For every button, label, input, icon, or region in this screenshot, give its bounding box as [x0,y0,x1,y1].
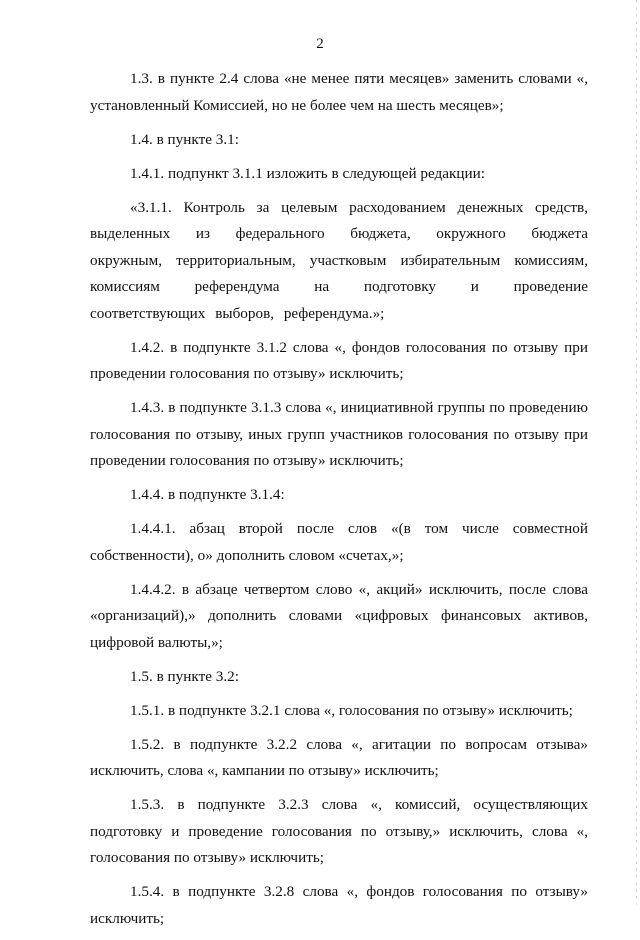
paragraph-1-5-4: 1.5.4. в подпункте 3.2.8 слова «, фондов голосования по отзыву» исключить; [90,883,588,927]
paragraph-1-4-4-1: 1.4.4.1. абзац второй после слов «(в том числе совместной собственности), о» дополнить словом «счетах,»; [90,520,588,564]
paragraph-1-5-3: 1.5.3. в подпункте 3.2.3 слова «, комиссий, осуществляющих подготовку и проведение голосования по отзыву,» исключить, слова «, голосования по отзыву» исключить; [90,796,588,866]
paragraph-1-4: 1.4. в пункте 3.1: [130,130,239,148]
document-body [90,66,588,940]
scan-edge-artifact [636,0,637,905]
page-number: 2 [316,36,324,52]
paragraph-1-4-2: 1.4.2. в подпункте 3.1.2 слова «, фондов голосования по отзыву при проведении голосования по отзыву» исключить; [90,338,588,382]
paragraph-1-3: 1.3. в пункте 2.4 слова «не менее пяти месяцев» заменить словами «, установленный Комиссией, но не более чем на шесть месяцев»; [90,70,588,114]
paragraph-3-1-1-quote: «3.1.1. Контроль за целевым расходованием денежных средств, выделенных из федерального бюджета, окружного бюджета окружным, территориальным, участковым избирательным комиссиям, комиссиям референдума на подготовку и проведение соответствующих выборов, референдума.»; [90,198,588,322]
paragraph-1-4-1: 1.4.1. подпункт 3.1.1 изложить в следующей редакции: [130,164,485,182]
paragraph-1-4-3: 1.4.3. в подпункте 3.1.3 слова «, инициативной группы по проведению голосования по отзыву, иных групп участников голосования по отзыву при проведении голосования по отзыву» исключить; [90,399,588,469]
paragraph-1-5-1: 1.5.1. в подпункте 3.2.1 слова «, голосования по отзыву» исключить; [130,701,573,719]
paragraph-1-4-4-2: 1.4.4.2. в абзаце четвертом слово «, акций» исключить, после слова «организаций),» дополнить словами «цифровых финансовых активов, цифровой валюты,»; [90,580,588,651]
paragraph-1-4-4: 1.4.4. в подпункте 3.1.4: [130,486,285,503]
paragraph-1-5-2: 1.5.2. в подпункте 3.2.2 слова «, агитации по вопросам отзыва» исключить, слова «, кампании по отзыву» исключить; [90,735,588,779]
paragraph-1-5: 1.5. в пункте 3.2: [130,667,239,685]
